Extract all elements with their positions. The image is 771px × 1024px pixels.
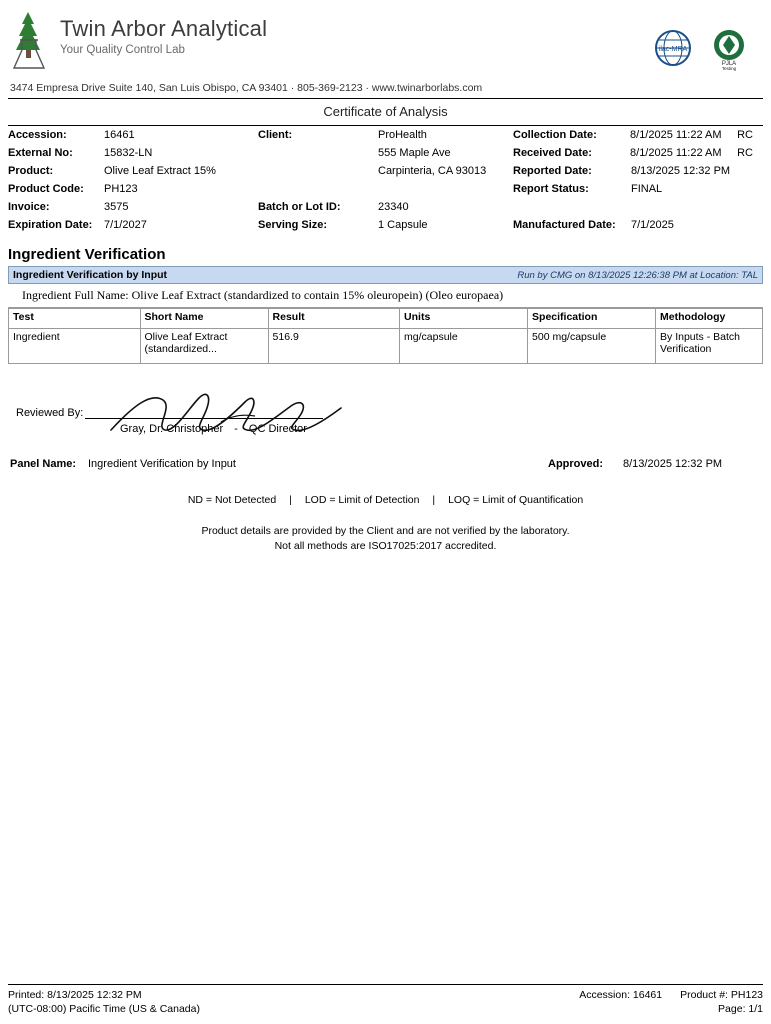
meta-row [8, 198, 258, 216]
footer-page: Page: 1/1 [718, 1003, 763, 1015]
meta-value: 3575 [104, 201, 129, 213]
cell-methodology: By Inputs - Batch Verification [656, 329, 763, 364]
meta-label: Client: [258, 129, 293, 141]
meta-value: Carpinteria, CA 93013 [378, 165, 487, 177]
lab-tagline: Your Quality Control Lab [60, 44, 185, 56]
footer-accession: Accession: 16461 [579, 989, 663, 1001]
section-bar-label: Ingredient Verification by Input [13, 269, 168, 281]
column-header-specification: Specification [528, 309, 656, 329]
reviewed-by-label: Reviewed By: [16, 407, 84, 419]
meta-value: 15832-LN [104, 147, 153, 159]
cell-test: Ingredient [9, 329, 141, 364]
meta-value: 7/1/2027 [104, 219, 147, 231]
legend-separator: | [432, 494, 436, 506]
meta-label: Received Date: [513, 147, 592, 159]
legend-lod: LOD = Limit of Detection [304, 494, 420, 506]
meta-row [513, 144, 753, 162]
panel-row [8, 458, 763, 470]
meta-column-client [258, 126, 513, 234]
meta-label: Batch or Lot ID: [258, 201, 341, 213]
footer-printed: Printed: 8/13/2025 12:32 PM [8, 989, 142, 1001]
panel-name-value: Ingredient Verification by Input [88, 458, 236, 470]
lab-address: 3474 Empresa Drive Suite 140, San Luis Obispo, CA 93401 · 805-369-2123 · www.twinarborlabs.com [10, 82, 483, 94]
footer-timezone: (UTC-08:00) Pacific Time (US & Canada) [8, 1003, 200, 1015]
ilac-mra-seal-icon [649, 28, 697, 72]
legend-separator: | [289, 494, 292, 506]
meta-initials: RC [737, 147, 753, 159]
document-title: Certificate of Analysis [323, 104, 448, 119]
meta-label: Expiration Date: [8, 219, 93, 231]
approved-value: 8/13/2025 12:32 PM [623, 458, 723, 470]
meta-row [513, 180, 753, 198]
column-header-short-name: Short Name [140, 309, 268, 329]
footer-ids [579, 988, 763, 1002]
footer-divider [8, 984, 763, 985]
signer-title: QC Director [248, 423, 307, 435]
section-title: Ingredient Verification [8, 246, 166, 263]
meta-value: 8/13/2025 12:32 PM [631, 165, 731, 177]
page-header [8, 0, 763, 72]
meta-value [631, 198, 739, 216]
pjla-testing-seal-icon [705, 28, 753, 72]
lab-logo-block [8, 10, 267, 72]
meta-row [513, 198, 753, 216]
legend-loq: LOQ = Limit of Quantification [448, 494, 584, 506]
section-bar-runinfo: Run by CMG on 8/13/2025 12:26:38 PM at Location: TAL [517, 269, 758, 281]
svg-text:ilac-MRA: ilac-MRA [658, 46, 688, 53]
meta-label: External No: [8, 147, 73, 159]
signer-separator: - [234, 423, 238, 435]
footer-right [579, 988, 763, 1016]
meta-row [8, 180, 258, 198]
meta-row [258, 216, 513, 234]
meta-value: 8/1/2025 11:22 AM [630, 129, 722, 141]
legend-nd: ND = Not Detected [187, 494, 277, 506]
meta-label: Product Code: [8, 183, 84, 195]
meta-label: Report Status: [513, 183, 589, 195]
page-footer [8, 984, 763, 1016]
meta-row [258, 198, 513, 216]
svg-text:PJLA: PJLA [721, 61, 737, 67]
meta-label: Invoice: [8, 201, 50, 213]
footer-content [8, 988, 763, 1016]
meta-label [258, 162, 378, 180]
meta-label: Accession: [8, 129, 67, 141]
meta-row [513, 162, 753, 180]
tree-flask-logo-icon [8, 10, 54, 72]
meta-initials: RC [737, 129, 753, 141]
column-header-result: Result [268, 309, 400, 329]
meta-row [513, 126, 753, 144]
section-header-bar [8, 266, 763, 284]
meta-column-dates [513, 126, 753, 234]
meta-value: ProHealth [378, 129, 427, 141]
footer-product: Product #: PH123 [680, 989, 763, 1001]
meta-label: Reported Date: [513, 165, 592, 177]
footer-left [8, 988, 200, 1016]
disclaimer-line-2: Not all methods are ISO17025:2017 accredited. [274, 540, 497, 552]
cell-specification: 500 mg/capsule [528, 329, 656, 364]
legend-row [8, 494, 763, 506]
meta-row [258, 144, 513, 162]
meta-row [513, 216, 753, 234]
table-header-row [9, 309, 763, 329]
meta-column-sample [8, 126, 258, 234]
cell-short-name: Olive Leaf Extract (standardized... [140, 329, 268, 364]
table-row [9, 329, 763, 364]
meta-value: PH123 [104, 183, 138, 195]
disclaimer-block [8, 524, 763, 554]
meta-row [258, 126, 513, 144]
meta-label [258, 180, 378, 198]
meta-row [8, 216, 258, 234]
column-header-test: Test [9, 309, 141, 329]
panel-name-label: Panel Name: [10, 458, 77, 470]
meta-value: 555 Maple Ave [378, 147, 451, 159]
meta-row [8, 126, 258, 144]
signer-name: Gray, Dr. Christopher [120, 423, 224, 435]
meta-value: FINAL [631, 183, 663, 195]
meta-row [8, 162, 258, 180]
meta-value: 7/1/2025 [631, 219, 674, 231]
meta-label [258, 144, 378, 162]
signature-area [8, 404, 763, 446]
approved-label: Approved: [548, 458, 603, 470]
column-header-units: Units [400, 309, 528, 329]
meta-value: 23340 [378, 201, 409, 213]
results-table [8, 308, 763, 364]
disclaimer-line-1: Product details are provided by the Client and are not verified by the laboratory. [201, 525, 570, 537]
meta-value: Olive Leaf Extract 15% [104, 165, 216, 177]
meta-grid [8, 126, 763, 240]
signature-image [103, 386, 353, 442]
column-header-methodology: Methodology [656, 309, 763, 329]
meta-label: Product: [8, 165, 54, 177]
ingredient-full-name: Ingredient Full Name: Olive Leaf Extract (standardized to contain 15% oleuropein) (Oleo europaea) [8, 284, 763, 308]
meta-label: Manufactured Date: [513, 219, 616, 231]
lab-name: Twin Arbor Analytical [60, 16, 268, 41]
svg-text:Testing: Testing [721, 66, 737, 71]
meta-label [513, 198, 631, 216]
cell-units: mg/capsule [400, 329, 528, 364]
meta-row [258, 162, 513, 180]
meta-value: 8/1/2025 11:22 AM [630, 147, 722, 159]
meta-label: Collection Date: [513, 129, 597, 141]
meta-value: 16461 [104, 129, 135, 141]
meta-value: 1 Capsule [378, 219, 428, 231]
lab-name-block [60, 10, 267, 56]
cell-result: 516.9 [268, 329, 400, 364]
meta-row [8, 144, 258, 162]
accreditation-seals [649, 10, 763, 72]
meta-label: Serving Size: [258, 219, 328, 231]
meta-row [258, 180, 513, 198]
